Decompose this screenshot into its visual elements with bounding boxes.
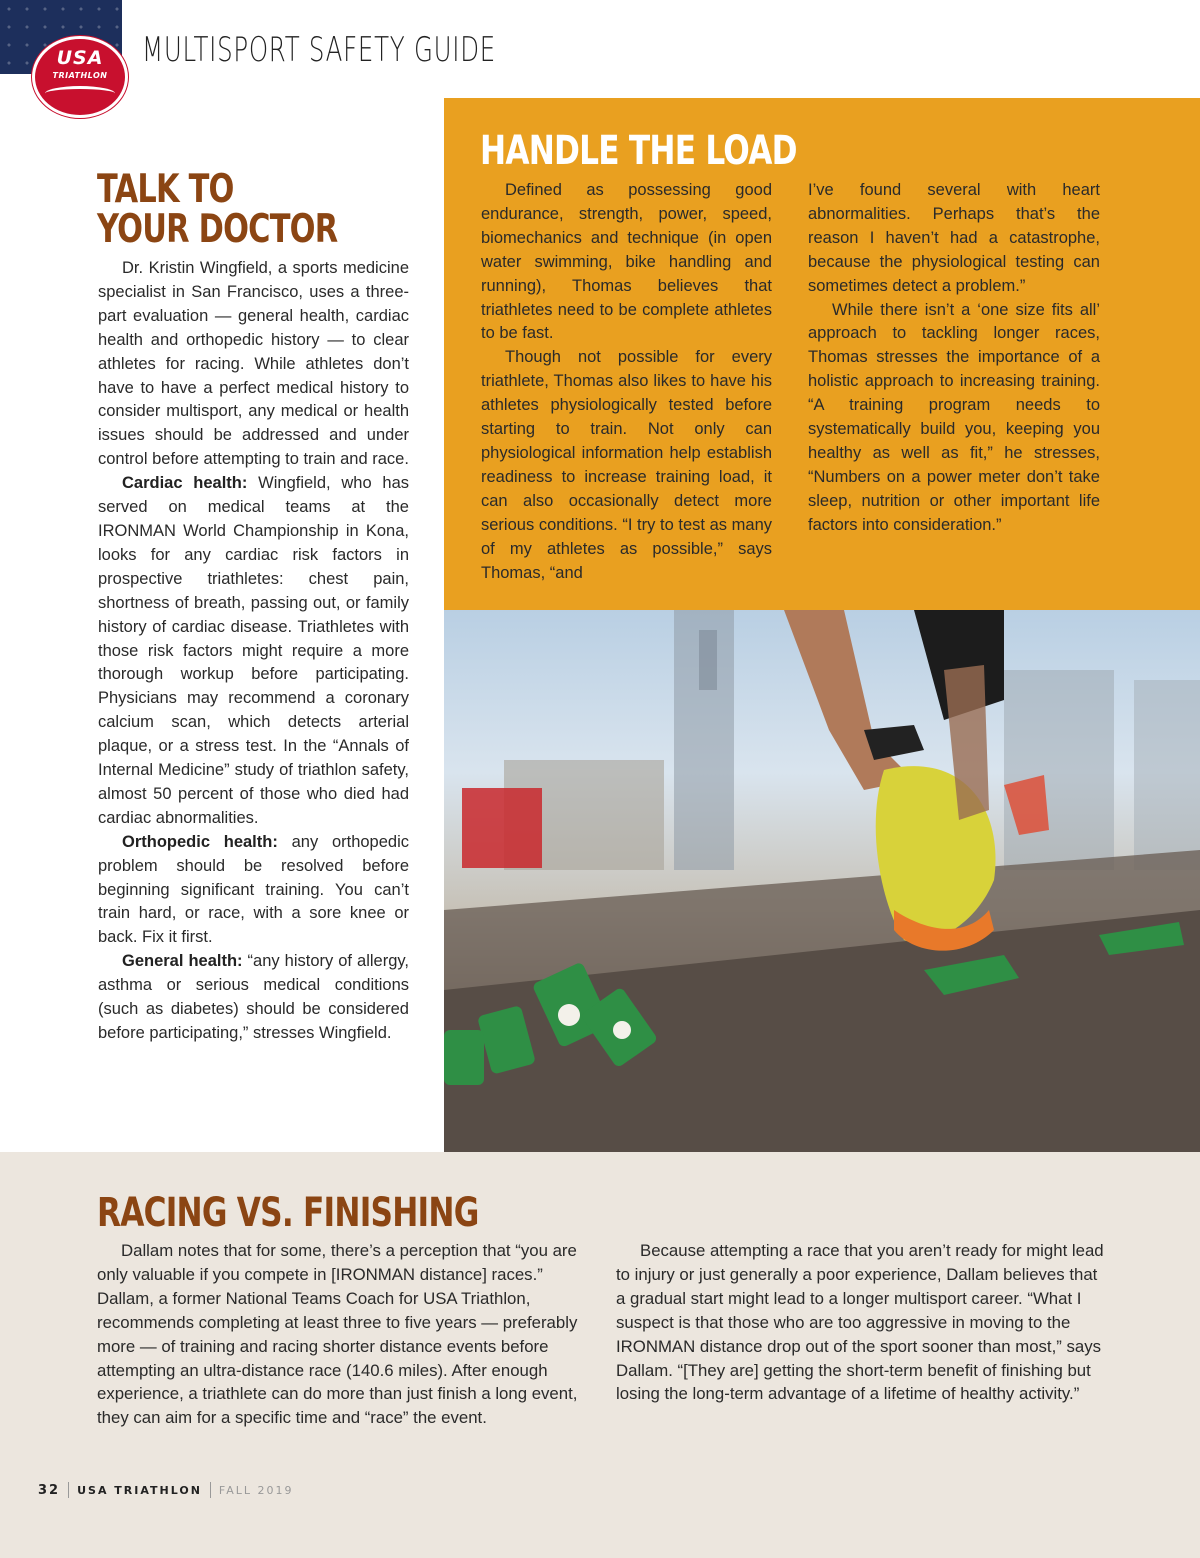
paragraph — [98, 472, 409, 831]
logo-swoosh — [45, 86, 115, 101]
page-footer — [38, 1481, 294, 1499]
paragraph: Dallam notes that for some, there’s a perception that “you are only valuable if you compete in [IRONMAN distance] races.” Dallam, a former National Teams Coach for USA Triathlon, recommends completing at least three to five years — preferably more — of training and racing shorter distance events before attempting an ultra-distance race (140.6 miles). After enough experience, a triathlete can do more than just finish a long event, they can aim for a specific time and “race” the event. — [97, 1241, 578, 1428]
usa-triathlon-logo — [32, 36, 128, 118]
runner-photo — [444, 610, 1200, 1152]
magazine-name: USA TRIATHLON — [77, 1483, 202, 1497]
paragraph — [98, 950, 409, 1046]
footer-divider — [68, 1482, 69, 1498]
handle-load-heading: HANDLE THE LOAD — [480, 128, 797, 174]
handle-load-column-2 — [808, 179, 1100, 538]
paragraph: I’ve found several with heart abnormalities. Perhaps that’s the reason I haven’t had a catastrophe, because the physiological testing can sometimes detect a problem.” — [808, 181, 1100, 295]
heading-line: TALK TO — [97, 167, 234, 212]
racing-vs-finishing-heading: RACING VS. FINISHING — [97, 1190, 479, 1236]
general-health-label: General health: — [122, 952, 243, 971]
footer-divider — [210, 1482, 211, 1498]
section-title: MULTISPORT SAFETY GUIDE — [142, 30, 496, 70]
racing-column-1 — [97, 1239, 587, 1430]
logo-text-triathlon: TRIATHLON — [52, 71, 108, 80]
paragraph: Dr. Kristin Wingfield, a sports medicine specialist in San Francisco, uses a three-part evaluation — general health, cardiac health and orthopedic history — to clear athletes for racing. While athletes don’t have to have a perfect medical history to consider multisport, any medical or health issues should be addressed and under control before attempting to train and race. — [98, 259, 409, 469]
paragraph: Though not possible for every triathlete, Thomas also likes to have his athletes physiologically tested before starting to train. Not only can physiological information help establish readiness to increase training load, it can also occasionally detect more serious conditions. “I try to test as many of my athletes as possible,” says Thomas, “and — [481, 348, 772, 582]
cardiac-health-text: Wingfield, who has served on medical teams at the IRONMAN World Championship in Kona, looks for any cardiac risk factors in prospective triathletes: chest pain, shortness of breath, passing out, or family history of cardiac disease. Triathletes with those risk factors might require a more thorough workup before participating. Physicians may recommend a coronary calcium scan, which detects arterial plaque, or a stress test. In the “Annals of Internal Medicine” study of triathlon safety, almost 50 percent of those who died had cardiac abnormalities. — [98, 474, 409, 827]
paragraph: Because attempting a race that you aren’t ready for might lead to injury or just generally a poor experience, Dallam believes that a gradual start might lead to a longer multisport career. “What I suspect is that those who are too aggressive in moving to the IRONMAN distance drop out of the sport sooner than most,” says Dallam. “[They are] getting the short-term benefit of finishing but losing the long-term advantage of a lifetime of healthy activity.” — [616, 1241, 1104, 1404]
cardiac-health-label: Cardiac health: — [122, 474, 248, 493]
orthopedic-health-text: any orthopedic problem should be resolved before beginning significant training. You can’t train hard, or race, with a sore knee or back. Fix it first. — [98, 832, 410, 947]
logo-text-usa: USA — [56, 47, 104, 69]
racing-column-2 — [616, 1239, 1106, 1406]
orthopedic-health-label: Orthopedic health: — [122, 832, 278, 851]
paragraph — [98, 831, 409, 951]
issue-date: FALL 2019 — [218, 1483, 294, 1497]
talk-to-doctor-heading — [97, 167, 338, 252]
handle-load-column-1 — [481, 179, 772, 585]
talk-to-doctor-body — [98, 257, 409, 1046]
paragraph: While there isn’t a ‘one size fits all’ approach to tackling longer races, Thomas stresses the importance of a holistic approach to increasing training. “A training program needs to systematically build you, keeping you healthy as well as fit,” he stresses, “Numbers on a power meter don’t take sleep, nutrition or other important life factors into consideration.” — [808, 300, 1100, 534]
page-number: 32 — [38, 1482, 61, 1498]
paragraph: Defined as possessing good endurance, strength, power, speed, biomechanics and technique (in open water swimming, bike handling and running), Thomas believes that triathletes need to be complete athletes to be fast. — [481, 181, 772, 343]
general-health-text: “any history of allergy, asthma or serious medical conditions (such as diabetes) should be considered before participating,” stresses Wingfield. — [98, 952, 409, 1042]
runner-photo-illustration — [444, 610, 1200, 1152]
heading-line: YOUR DOCTOR — [97, 207, 338, 252]
